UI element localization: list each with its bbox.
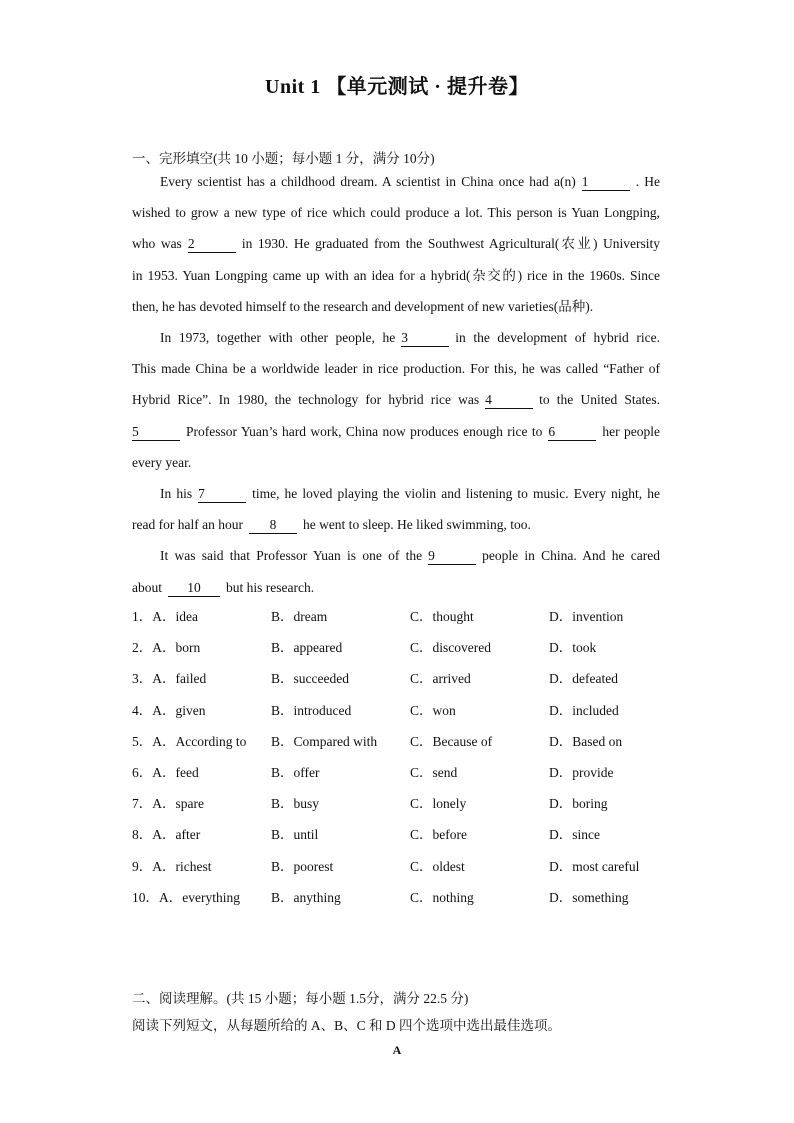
question-option-b: B．until [271,827,319,843]
question-option-c: C．Because of [410,733,493,749]
passage-text: but his research. [226,579,315,595]
passage-line [132,203,660,223]
question-row [132,857,692,877]
passage-text: This made China be a worldwide leader in rice production. For this, he was called “Father of [132,361,660,377]
question-option-a: 4．A．given [132,702,206,718]
question-option-d: D．included [549,702,619,718]
question-option-c: C．nothing [410,889,474,905]
question-option-a: 9．A．richest [132,858,212,874]
passage-text: in 1930. He graduated from the Southwest Agricultural(农业) University [241,236,661,252]
question-row [132,825,692,845]
passage-text: he went to sleep. He liked swimming, too. [302,517,531,533]
passage-text: In 1973, together with other people, he [160,330,396,345]
passage-line [160,328,660,348]
question-row [132,701,692,721]
passage-line [132,453,660,473]
question-option-a: 8．A．after [132,827,201,843]
passage-line [132,578,660,598]
question-option-a: 3．A．failed [132,671,207,687]
passage-line [132,422,660,442]
blank-number: 4 [485,392,533,409]
passage-text: . He [635,174,660,189]
passage-line [132,266,660,286]
question-option-b: B．Compared with [271,733,378,749]
question-option-c: C．lonely [410,796,467,812]
blank-number: 2 [188,236,236,253]
question-option-d: D．most careful [549,858,640,874]
question-option-c: C．discovered [410,640,491,656]
passage-line [160,172,660,192]
question-option-b: B．poorest [271,858,334,874]
question-option-d: D．since [549,827,600,843]
passage-text: who was [132,236,182,252]
passage-line [132,234,660,254]
question-option-b: B．offer [271,765,320,780]
question-option-a: 1．A．idea [132,609,198,624]
page-title: Unit 1 【单元测试 · 提升卷】 [265,76,529,98]
blank-number: 5 [132,424,180,441]
question-option-a: 10．A．everything [132,889,240,905]
passage-line [132,359,660,379]
passage-line [160,546,660,566]
question-option-c: C．arrived [410,671,471,687]
question-row [132,794,692,814]
question-row [132,888,692,908]
question-row [132,607,692,627]
passage-line [160,484,660,504]
question-option-d: D．invention [549,609,624,624]
passage-text: her people [602,423,660,439]
section2-heading: 二、阅读理解。(共 15 小题；每小题 1.5分，满分 22.5 分) [132,991,469,1006]
blank-number: 6 [548,424,596,441]
question-option-d: D．Based on [549,733,623,749]
blank-number: 3 [401,330,449,347]
section2-instruction: 阅读下列短文，从每题所给的 A、B、C 和 D 四个选项中选出最佳选项。 [132,1018,562,1033]
passage-text: Hybrid Rice”. In 1980, the technology for hybrid rice was [132,392,480,408]
passage-text: read for half an hour [132,517,243,533]
passage-text: in 1953. Yuan Longping came up with an idea for a hybrid(杂交的) rice in the 1960s. Since [132,267,660,283]
question-option-b: B．anything [271,889,341,905]
question-option-c: C．oldest [410,858,465,874]
part-label: A [392,1043,402,1057]
question-option-d: D．something [549,889,629,905]
passage-text: Professor Yuan’s hard work, China now produces enough rice to [186,423,543,439]
question-option-b: B．busy [271,796,320,812]
question-option-a: 7．A．spare [132,796,204,812]
passage-text: people in China. And he cared [482,548,660,564]
question-option-d: D．defeated [549,671,618,687]
passage-text: to the United States. [539,392,660,408]
question-option-c: C．won [410,702,456,718]
question-row [132,732,692,752]
question-option-b: B．appeared [271,640,343,656]
passage-text: about [132,579,162,595]
question-option-d: D．boring [549,796,608,812]
question-option-b: B．introduced [271,702,352,718]
passage-text: in the development of hybrid rice. [455,330,660,345]
question-option-d: D．provide [549,765,614,780]
question-row [132,669,692,689]
question-row [132,638,692,658]
question-option-a: 6．A．feed [132,765,199,780]
passage-text: then, he has devoted himself to the research and development of new varieties(品种). [132,298,594,314]
blank-number: 7 [198,486,246,503]
question-option-a: 5．A．According to [132,733,247,749]
blank-number: 10 [168,580,220,597]
question-row [132,763,692,783]
passage-text: every year. [132,454,192,470]
passage-text: Every scientist has a childhood dream. A scientist in China once had a(n) [160,174,576,189]
question-option-c: C．thought [410,609,474,624]
passage-line [132,297,660,317]
question-option-c: C．before [410,827,467,843]
blank-number: 9 [428,548,476,565]
passage-text: wished to grow a new type of rice which could produce a lot. This person is Yuan Longping, [132,205,660,221]
passage-text: In his [160,486,193,501]
passage-text: time, he loved playing the violin and listening to music. Every night, he [252,486,660,501]
question-option-c: C．send [410,765,458,780]
question-option-a: 2．A．born [132,640,201,656]
passage-line [132,390,660,410]
section1-heading: 一、完形填空(共 10 小题；每小题 1 分，满分 10分) [132,151,435,166]
question-option-b: B．dream [271,609,328,624]
blank-number: 8 [249,517,297,534]
passage-text: It was said that Professor Yuan is one of the [160,548,423,564]
passage-line [132,515,660,535]
question-option-b: B．succeeded [271,671,349,687]
question-option-d: D．took [549,640,597,656]
blank-number: 1 [582,174,630,191]
